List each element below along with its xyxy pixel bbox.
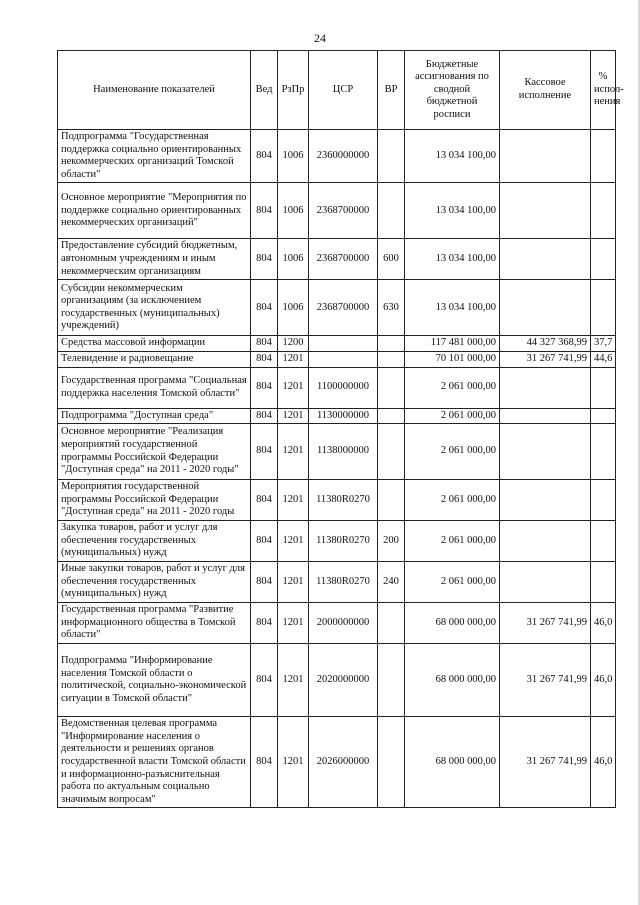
cell-csr: 2360000000 (309, 130, 378, 183)
cell-vr (378, 603, 405, 644)
header-name: Наименование показателей (58, 51, 251, 130)
cell-name: Мероприятия государственной программы Российской Федерации "Доступная среда" на 2011 - 2020 годы (58, 480, 251, 521)
cell-budget: 68 000 000,00 (405, 644, 500, 717)
cell-cash: 31 267 741,99 (500, 351, 591, 367)
header-rzpr: РзПр (278, 51, 309, 130)
header-csr: ЦСР (309, 51, 378, 130)
cell-percent: 46,0 (591, 603, 616, 644)
cell-ved: 804 (251, 644, 278, 717)
cell-cash (500, 424, 591, 480)
table-row (58, 239, 616, 280)
table-row (58, 424, 616, 480)
cell-percent: 46,0 (591, 717, 616, 808)
cell-cash: 31 267 741,99 (500, 644, 591, 717)
cell-cash (500, 367, 591, 408)
cell-vr: 240 (378, 562, 405, 603)
cell-budget: 2 061 000,00 (405, 521, 500, 562)
table-row (58, 480, 616, 521)
header-percent: % испол-нения (591, 51, 616, 130)
cell-name: Подпрограмма "Государственная поддержка социально ориентированных некоммерческих организаций Томской области" (58, 130, 251, 183)
cell-csr: 2020000000 (309, 644, 378, 717)
cell-budget: 2 061 000,00 (405, 408, 500, 424)
cell-budget: 2 061 000,00 (405, 480, 500, 521)
table-row (58, 717, 616, 808)
cell-budget: 70 101 000,00 (405, 351, 500, 367)
cell-cash: 44 327 368,99 (500, 336, 591, 352)
cell-vr (378, 408, 405, 424)
cell-cash (500, 408, 591, 424)
cell-csr: 1130000000 (309, 408, 378, 424)
budget-table (57, 50, 624, 808)
cell-csr: 1138000000 (309, 424, 378, 480)
cell-name: Средства массовой информации (58, 336, 251, 352)
cell-name: Подпрограмма "Информирование населения Томской области о политической, социально-экономической ситуации в Томской области" (58, 644, 251, 717)
cell-vr (378, 424, 405, 480)
cell-rzpr: 1201 (278, 367, 309, 408)
cell-percent (591, 280, 616, 336)
cell-cash (500, 480, 591, 521)
cell-rzpr: 1201 (278, 603, 309, 644)
cell-percent (591, 408, 616, 424)
cell-name: Подпрограмма "Доступная среда" (58, 408, 251, 424)
table-row (58, 644, 616, 717)
cell-rzpr: 1201 (278, 644, 309, 717)
header-ved: Вед (251, 51, 278, 130)
cell-vr (378, 351, 405, 367)
cell-name: Иные закупки товаров, работ и услуг для обеспечения государственных (муниципальных) нужд (58, 562, 251, 603)
cell-csr: 2000000000 (309, 603, 378, 644)
cell-name: Телевидение и радиовещание (58, 351, 251, 367)
table-row (58, 408, 616, 424)
cell-csr: 11380R0270 (309, 480, 378, 521)
cell-vr (378, 130, 405, 183)
cell-name: Предоставление субсидий бюджетным, автономным учреждениям и иным некоммерческим организациям (58, 239, 251, 280)
cell-rzpr: 1006 (278, 183, 309, 239)
cell-vr (378, 717, 405, 808)
cell-ved: 804 (251, 367, 278, 408)
table-row (58, 351, 616, 367)
table-row (58, 130, 616, 183)
cell-csr (309, 351, 378, 367)
cell-rzpr: 1006 (278, 239, 309, 280)
cell-percent (591, 130, 616, 183)
cell-budget: 13 034 100,00 (405, 183, 500, 239)
cell-percent (591, 480, 616, 521)
cell-cash: 31 267 741,99 (500, 717, 591, 808)
cell-ved: 804 (251, 562, 278, 603)
cell-budget: 68 000 000,00 (405, 717, 500, 808)
cell-ved: 804 (251, 603, 278, 644)
cell-percent (591, 424, 616, 480)
cell-name: Основное мероприятие "Мероприятия по поддержке социально ориентированных некоммерческих организаций" (58, 183, 251, 239)
table-row (58, 336, 616, 352)
cell-csr: 2368700000 (309, 183, 378, 239)
header-cash: Кассовое исполнение (500, 51, 591, 130)
cell-cash: 31 267 741,99 (500, 603, 591, 644)
cell-budget: 13 034 100,00 (405, 130, 500, 183)
cell-budget: 2 061 000,00 (405, 562, 500, 603)
table-row (58, 280, 616, 336)
cell-percent (591, 239, 616, 280)
cell-vr (378, 183, 405, 239)
cell-ved: 804 (251, 239, 278, 280)
table-row (58, 521, 616, 562)
cell-ved: 804 (251, 183, 278, 239)
cell-ved: 804 (251, 424, 278, 480)
cell-ved: 804 (251, 351, 278, 367)
cell-percent: 46,0 (591, 644, 616, 717)
cell-percent (591, 562, 616, 603)
cell-percent: 37,7 (591, 336, 616, 352)
cell-vr: 630 (378, 280, 405, 336)
cell-cash (500, 239, 591, 280)
cell-name: Ведомственная целевая программа "Информирование населения о деятельности и решениях органов государственной власти Томской области и информационно-разъяснительная работа по актуальным социально значимым вопросам" (58, 717, 251, 808)
cell-csr: 1100000000 (309, 367, 378, 408)
cell-budget: 2 061 000,00 (405, 367, 500, 408)
cell-csr: 2368700000 (309, 280, 378, 336)
cell-ved: 804 (251, 280, 278, 336)
cell-ved: 804 (251, 336, 278, 352)
cell-ved: 804 (251, 521, 278, 562)
cell-rzpr: 1201 (278, 408, 309, 424)
cell-csr: 11380R0270 (309, 521, 378, 562)
cell-percent (591, 183, 616, 239)
cell-budget: 68 000 000,00 (405, 603, 500, 644)
table-row (58, 603, 616, 644)
cell-vr (378, 480, 405, 521)
cell-csr: 11380R0270 (309, 562, 378, 603)
cell-ved: 804 (251, 130, 278, 183)
cell-name: Закупка товаров, работ и услуг для обеспечения государственных (муниципальных) нужд (58, 521, 251, 562)
cell-cash (500, 562, 591, 603)
cell-ved: 804 (251, 717, 278, 808)
cell-cash (500, 183, 591, 239)
cell-budget: 13 034 100,00 (405, 280, 500, 336)
cell-rzpr: 1200 (278, 336, 309, 352)
table-header-row (58, 51, 616, 130)
cell-vr: 600 (378, 239, 405, 280)
cell-rzpr: 1201 (278, 424, 309, 480)
cell-rzpr: 1006 (278, 280, 309, 336)
cell-cash (500, 521, 591, 562)
cell-rzpr: 1201 (278, 351, 309, 367)
cell-name: Государственная программа "Развитие информационного общества в Томской области" (58, 603, 251, 644)
cell-rzpr: 1006 (278, 130, 309, 183)
cell-percent (591, 521, 616, 562)
header-budget: Бюджетные ассигнования по сводной бюджетной росписи (405, 51, 500, 130)
cell-budget: 2 061 000,00 (405, 424, 500, 480)
cell-vr: 200 (378, 521, 405, 562)
cell-vr (378, 367, 405, 408)
cell-rzpr: 1201 (278, 480, 309, 521)
cell-rzpr: 1201 (278, 562, 309, 603)
cell-budget: 117 481 000,00 (405, 336, 500, 352)
cell-ved: 804 (251, 408, 278, 424)
table-row (58, 367, 616, 408)
table-row (58, 183, 616, 239)
cell-percent (591, 367, 616, 408)
cell-vr (378, 336, 405, 352)
page-number: 24 (314, 31, 326, 45)
cell-cash (500, 130, 591, 183)
cell-csr: 2026000000 (309, 717, 378, 808)
cell-csr: 2368700000 (309, 239, 378, 280)
cell-name: Государственная программа "Социальная поддержка населения Томской области" (58, 367, 251, 408)
cell-name: Основное мероприятие "Реализация мероприятий государственной программы Российской Федерации "Доступная среда" на 2011 - 2020 годы" (58, 424, 251, 480)
cell-percent: 44,6 (591, 351, 616, 367)
table-row (58, 562, 616, 603)
cell-rzpr: 1201 (278, 521, 309, 562)
cell-csr (309, 336, 378, 352)
cell-name: Субсидии некоммерческим организациям (за исключением государственных (муниципальных) учреждений) (58, 280, 251, 336)
cell-rzpr: 1201 (278, 717, 309, 808)
cell-ved: 804 (251, 480, 278, 521)
cell-cash (500, 280, 591, 336)
table-body (58, 130, 616, 808)
cell-budget: 13 034 100,00 (405, 239, 500, 280)
cell-vr (378, 644, 405, 717)
header-vr: ВР (378, 51, 405, 130)
